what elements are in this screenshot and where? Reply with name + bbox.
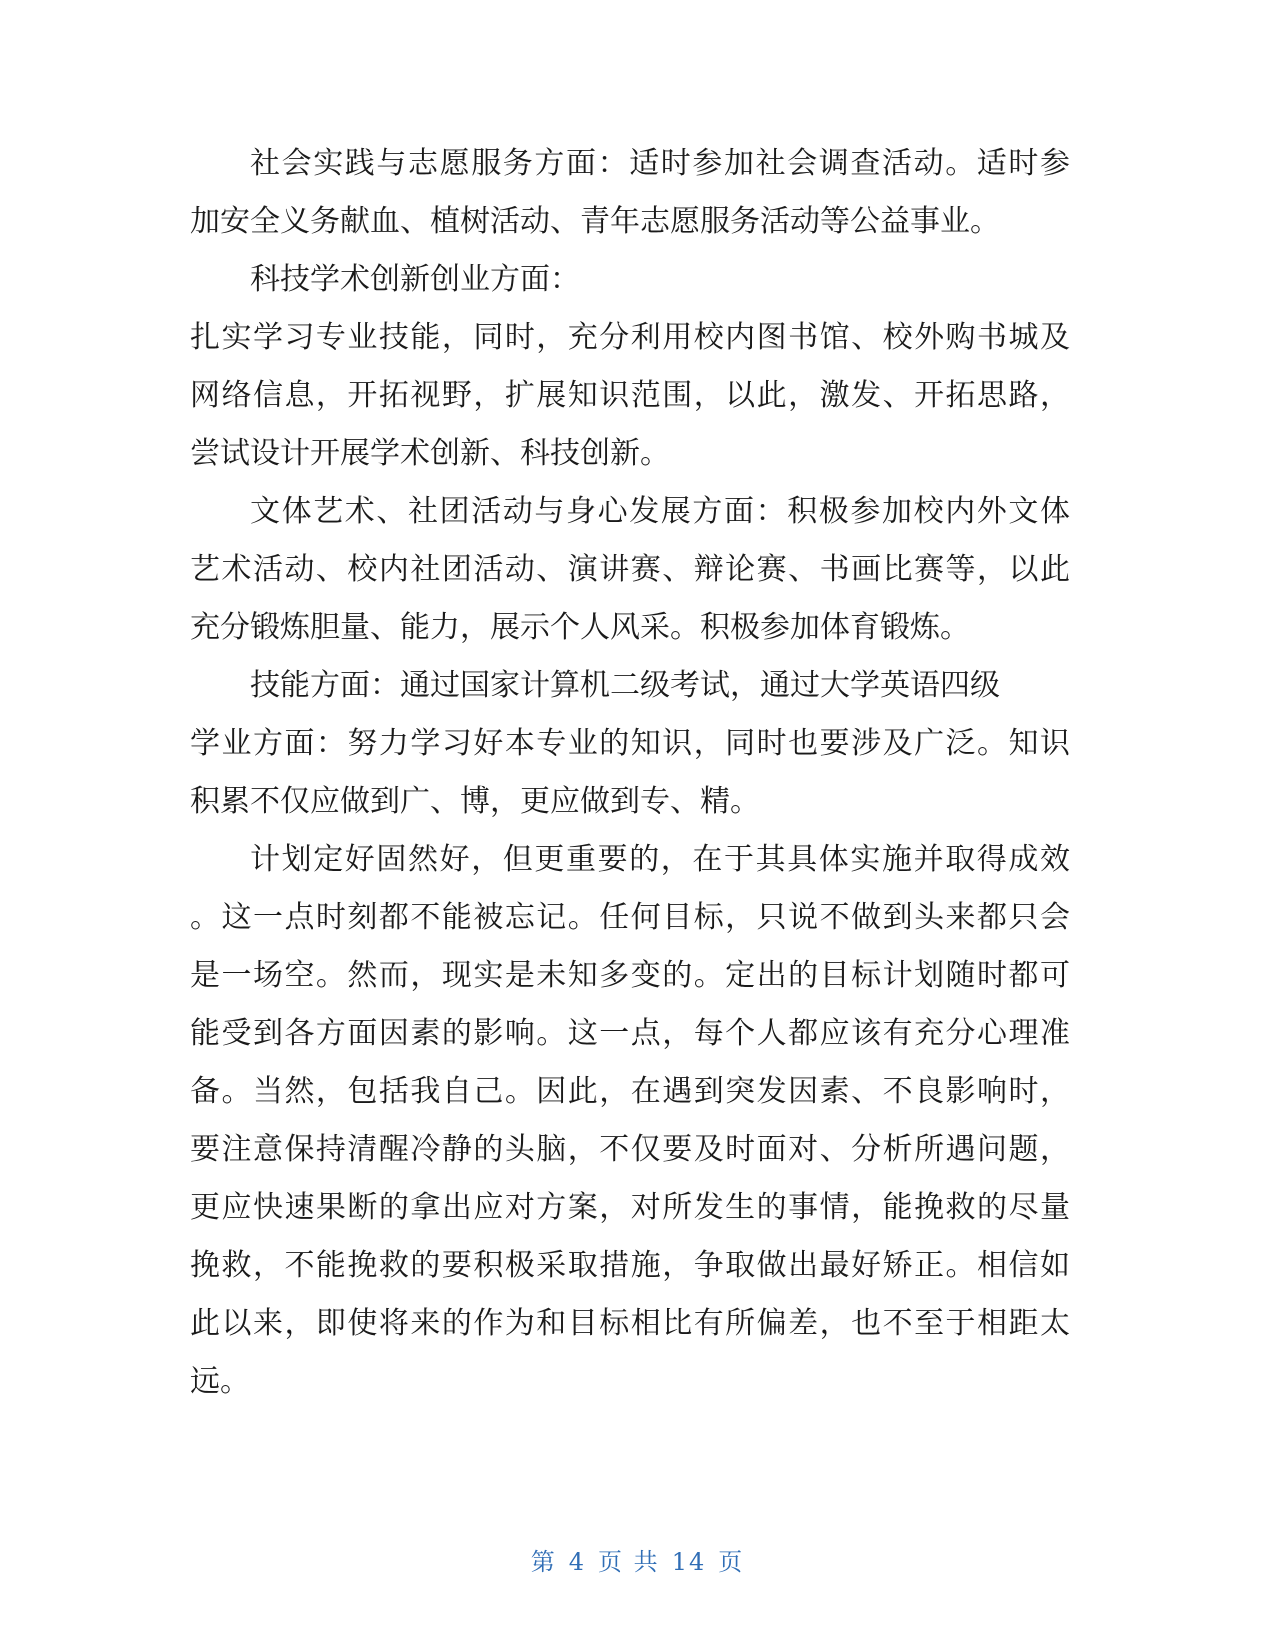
footer-suffix: 页 (718, 1548, 745, 1576)
paragraph-line: 此以来，即使将来的作为和目标相比有所偏差，也不至于相距太 (190, 1306, 1070, 1341)
paragraph-line: 学业方面：努力学习好本专业的知识，同时也要涉及广泛。知识 (190, 726, 1070, 761)
paragraph-line: 艺术活动、校内社团活动、演讲赛、辩论赛、书画比赛等，以此 (190, 552, 1070, 587)
paragraph-line: 挽救，不能挽救的要积极采取措施，争取做出最好矫正。相信如 (190, 1248, 1070, 1283)
paragraph-line: 社会实践与志愿服务方面：适时参加社会调查活动。适时参 (250, 146, 1070, 181)
page-footer (0, 1542, 1275, 1577)
paragraph-line: 备。当然，包括我自己。因此，在遇到突发因素、不良影响时， (190, 1074, 1070, 1109)
footer-total-pages: 14 (671, 1548, 707, 1576)
paragraph-line: 扎实学习专业技能，同时，充分利用校内图书馆、校外购书城及 (190, 320, 1070, 355)
paragraph-line: 是一场空。然而，现实是未知多变的。定出的目标计划随时都可 (190, 958, 1070, 993)
paragraph-line: 网络信息，开拓视野，扩展知识范围，以此，激发、开拓思路， (190, 378, 1070, 413)
section-heading: 科技学术创新创业方面： (250, 262, 580, 297)
footer-prefix: 第 (530, 1548, 557, 1576)
paragraph-line: 计划定好固然好，但更重要的，在于其具体实施并取得成效 (250, 842, 1070, 877)
paragraph-line: 加安全义务献血、植树活动、青年志愿服务活动等公益事业。 (190, 204, 1000, 239)
footer-page-number: 4 (568, 1548, 587, 1576)
paragraph-line: 积累不仅应做到广、博，更应做到专、精。 (190, 784, 760, 819)
paragraph-line: 要注意保持清醒冷静的头脑，不仅要及时面对、分析所遇问题， (190, 1132, 1070, 1167)
paragraph-line: 文体艺术、社团活动与身心发展方面：积极参加校内外文体 (250, 494, 1070, 529)
paragraph-line: 技能方面：通过国家计算机二级考试，通过大学英语四级 (250, 668, 1000, 703)
footer-middle: 页 共 (598, 1548, 660, 1576)
paragraph-line: 。这一点时刻都不能被忘记。任何目标，只说不做到头来都只会 (190, 900, 1070, 935)
paragraph-line: 能受到各方面因素的影响。这一点，每个人都应该有充分心理准 (190, 1016, 1070, 1051)
paragraph-line: 充分锻炼胆量、能力，展示个人风采。积极参加体育锻炼。 (190, 610, 970, 645)
paragraph-line: 尝试设计开展学术创新、科技创新。 (190, 436, 670, 471)
paragraph-line: 远。 (190, 1364, 250, 1399)
paragraph-line: 更应快速果断的拿出应对方案，对所发生的事情，能挽救的尽量 (190, 1190, 1070, 1225)
